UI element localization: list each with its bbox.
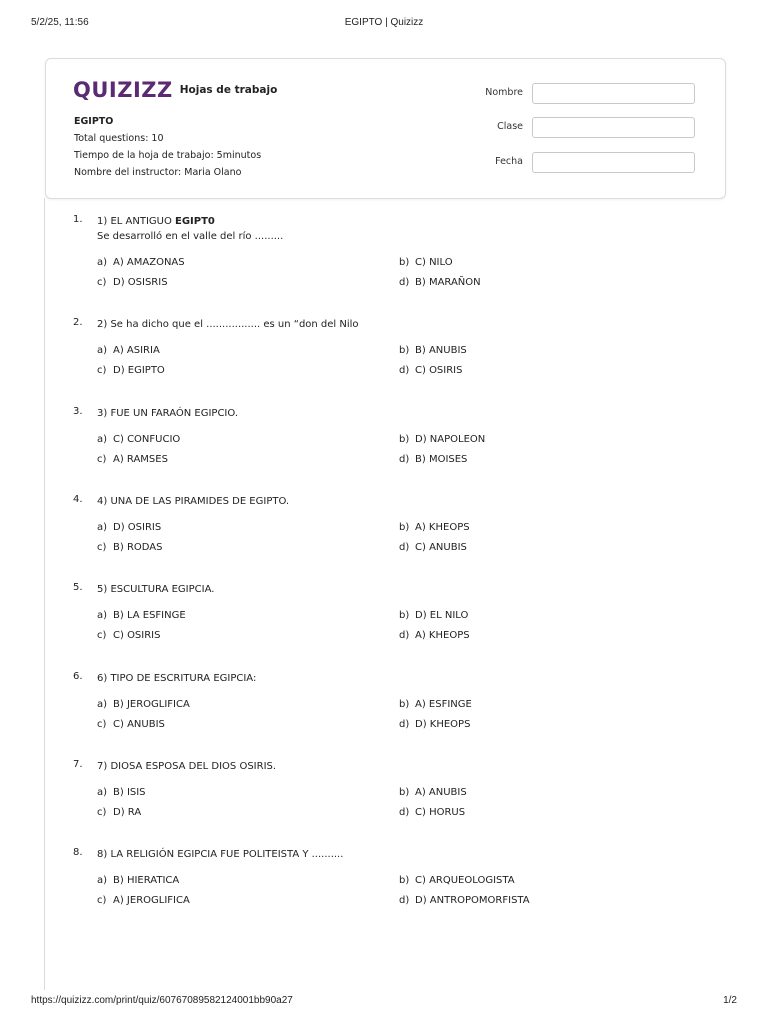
option-d: d) C) ANUBIS <box>399 542 467 553</box>
class-label: Clase <box>497 121 523 132</box>
option-b: b) D) NAPOLEON <box>399 434 486 445</box>
option-d: d) C) OSIRIS <box>399 365 463 376</box>
option-c: c) B) RODAS <box>97 542 163 553</box>
option-d: d) A) KHEOPS <box>399 630 470 641</box>
class-field[interactable] <box>532 117 695 138</box>
option-a: a) A) ASIRIA <box>97 345 160 356</box>
option-b: b) A) KHEOPS <box>399 522 470 533</box>
quiz-title: EGIPTO <box>74 116 114 127</box>
option-b: b) D) EL NILO <box>399 610 469 621</box>
class-row <box>466 117 696 138</box>
name-label: Nombre <box>485 87 523 98</box>
date-field[interactable] <box>532 152 695 173</box>
question-number: 8. <box>73 847 83 858</box>
date-row <box>466 152 696 173</box>
question-text: 1) EL ANTIGUO EGIPT0 <box>97 216 215 227</box>
option-a: a) A) AMAZONAS <box>97 257 185 268</box>
question-number: 3. <box>73 406 83 417</box>
option-c: c) D) EGIPTO <box>97 365 165 376</box>
option-b: b) A) ANUBIS <box>399 787 467 798</box>
page-number: 1/2 <box>723 995 737 1006</box>
option-b: b) B) ANUBIS <box>399 345 467 356</box>
option-a: a) C) CONFUCIO <box>97 434 181 445</box>
option-c: c) D) RA <box>97 807 142 818</box>
option-c: c) C) OSIRIS <box>97 630 161 641</box>
instructor-name: Nombre del instructor: Maria Olano <box>74 167 242 178</box>
option-c: c) D) OSISRIS <box>97 277 168 288</box>
worksheet-time: Tiempo de la hoja de trabajo: 5minutos <box>74 150 262 161</box>
question-number: 6. <box>73 671 83 682</box>
worksheet-meta <box>74 113 261 181</box>
option-b: b) A) ESFINGE <box>399 699 472 710</box>
question-text-line2: Se desarrolló en el valle del río ......... <box>97 231 284 242</box>
question-number: 7. <box>73 759 83 770</box>
option-b: b) C) NILO <box>399 257 453 268</box>
print-datetime: 5/2/25, 11:56 <box>31 17 89 28</box>
question-text: 7) DIOSA ESPOSA DEL DIOS OSIRIS. <box>97 761 277 772</box>
question-number: 4. <box>73 494 83 505</box>
option-d: d) C) HORUS <box>399 807 466 818</box>
question-text: 3) FUE UN FARAÓN EGIPCIO. <box>97 408 239 419</box>
option-a: a) B) ISIS <box>97 787 146 798</box>
quizizz-logo: QUIZIZZ <box>73 78 173 102</box>
question-text: 5) ESCULTURA EGIPCIA. <box>97 584 215 595</box>
option-d: d) B) MARAÑON <box>399 277 481 288</box>
option-d: d) D) KHEOPS <box>399 719 471 730</box>
question-text: 4) UNA DE LAS PIRAMIDES DE EGIPTO. <box>97 496 290 507</box>
print-header <box>31 17 737 31</box>
brand-subtitle: Hojas de trabajo <box>179 84 278 96</box>
question-number: 5. <box>73 582 83 593</box>
name-field[interactable] <box>532 83 695 104</box>
date-label: Fecha <box>495 156 523 167</box>
option-a: a) B) JEROGLIFICA <box>97 699 190 710</box>
option-d: d) B) MOISES <box>399 454 468 465</box>
option-d: d) D) ANTROPOMORFISTA <box>399 895 530 906</box>
question-text: 2) Se ha dicho que el ................. es un “don del Nilo <box>97 319 359 330</box>
brand <box>73 78 277 102</box>
option-b: b) C) ARQUEOLOGISTA <box>399 875 515 886</box>
print-url: https://quizizz.com/print/quiz/60767089582124001bb90a27 <box>31 995 293 1006</box>
worksheet-header-card <box>45 58 726 199</box>
total-questions: Total questions: 10 <box>74 133 164 144</box>
option-a: a) B) LA ESFINGE <box>97 610 186 621</box>
question-text: 6) TIPO DE ESCRITURA EGIPCIA: <box>97 673 257 684</box>
question-text: 8) LA RELIGIÓN EGIPCIA FUE POLITEISTA Y .......... <box>97 849 344 860</box>
option-c: c) A) JEROGLIFICA <box>97 895 190 906</box>
name-row <box>466 83 696 104</box>
sheet-left-border <box>44 198 45 990</box>
question-number: 1. <box>73 214 83 225</box>
question-number: 2. <box>73 317 83 328</box>
option-c: c) A) RAMSES <box>97 454 168 465</box>
print-page-title: EGIPTO | Quizizz <box>344 17 424 28</box>
print-footer <box>31 995 737 1009</box>
option-a: a) D) OSIRIS <box>97 522 162 533</box>
option-a: a) B) HIERATICA <box>97 875 180 886</box>
option-c: c) C) ANUBIS <box>97 719 165 730</box>
